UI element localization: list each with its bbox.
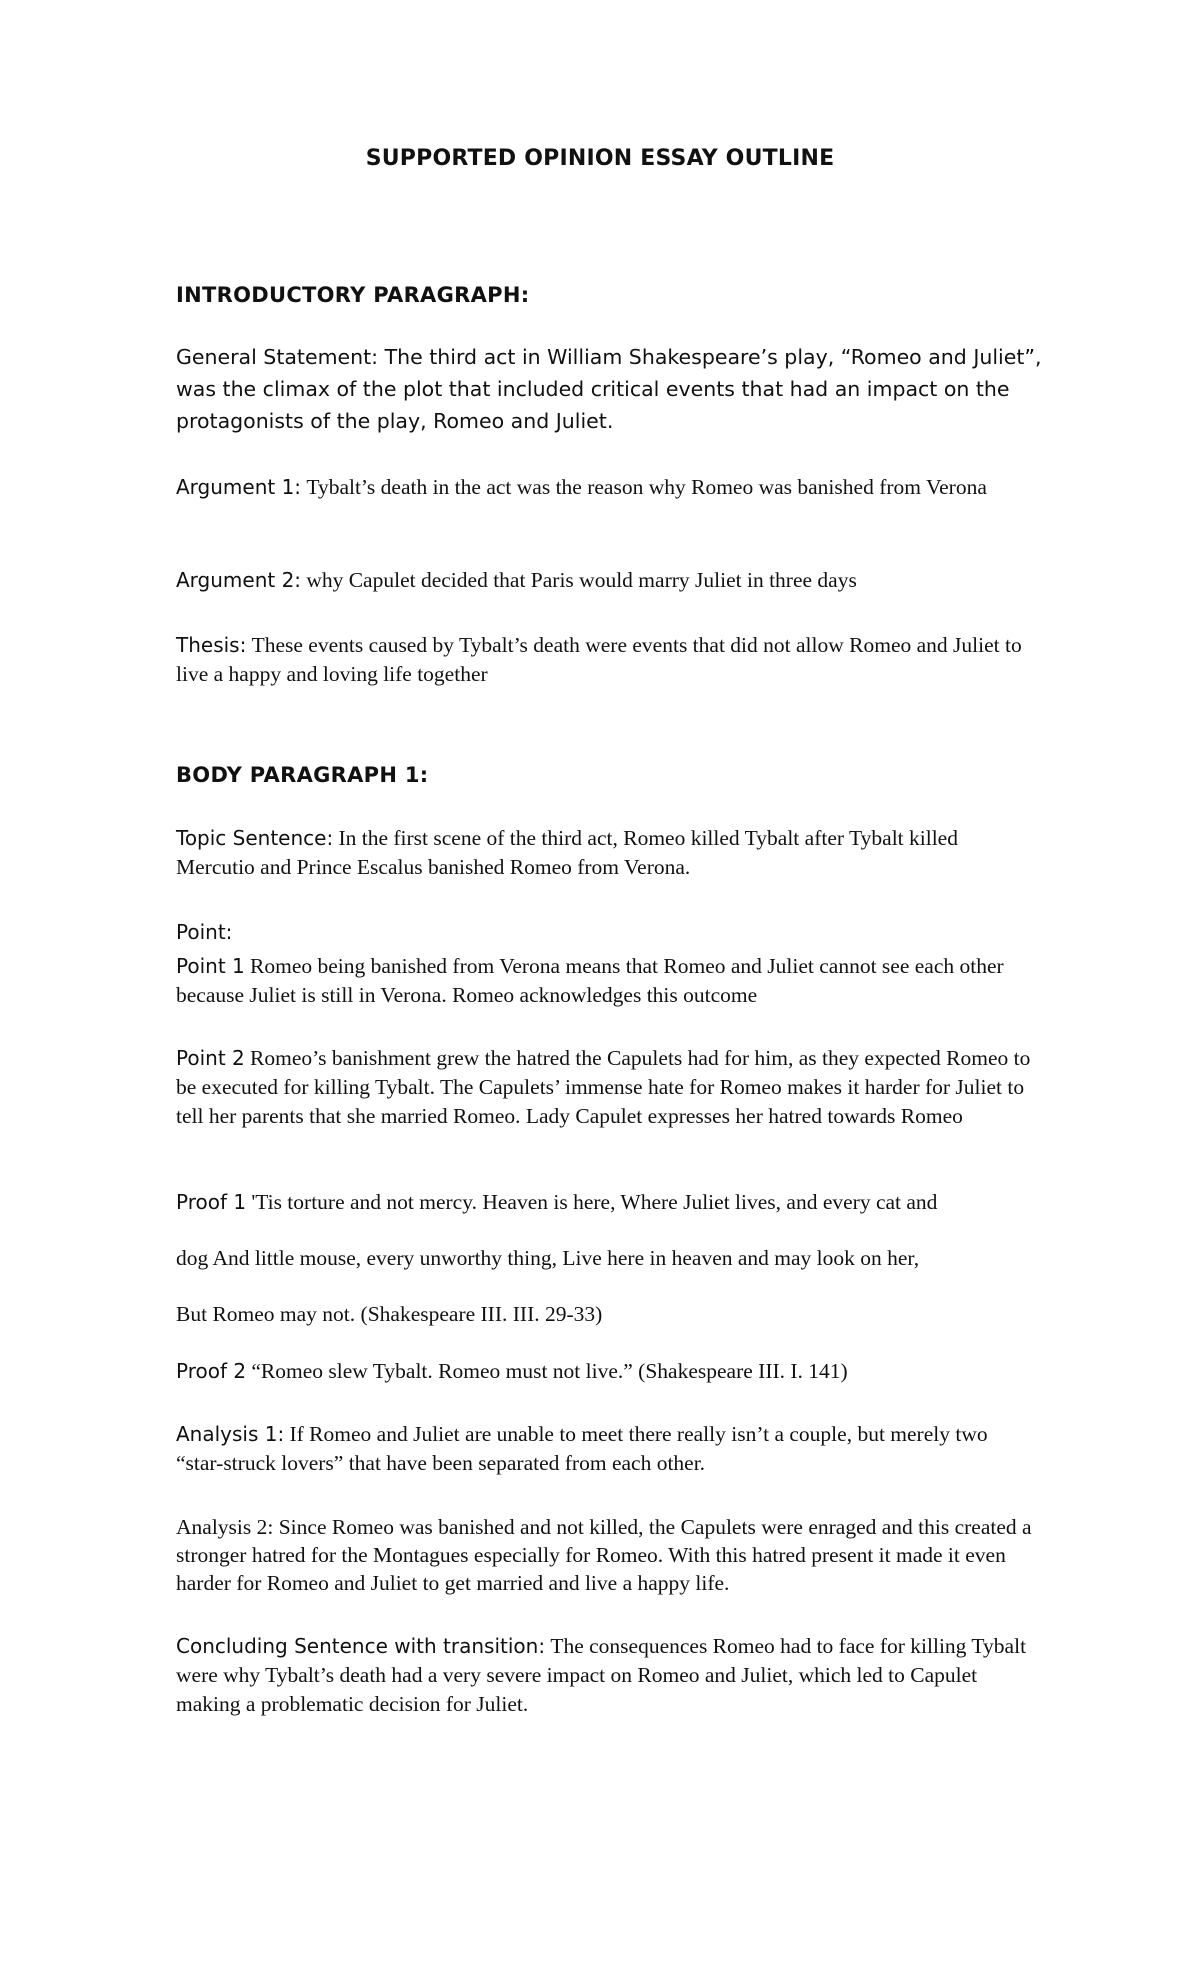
argument-1-label: Argument 1: bbox=[176, 475, 302, 499]
argument-2 bbox=[176, 566, 1036, 595]
point-2-label: Point 2 bbox=[176, 1046, 245, 1070]
thesis bbox=[176, 631, 1036, 689]
concluding-sentence-label: Concluding Sentence with transition: bbox=[176, 1634, 546, 1658]
body-paragraph-1-heading: BODY PARAGRAPH 1: bbox=[176, 763, 429, 787]
thesis-text: These events caused by Tybalt’s death were events that did not allow Romeo and Juliet to live a happy and loving life together bbox=[176, 633, 1022, 686]
proof-1-line-1 bbox=[176, 1190, 1056, 1215]
analysis-1 bbox=[176, 1420, 1036, 1478]
point-2-text: Romeo’s banishment grew the hatred the Capulets had for him, as they expected Romeo to be executed for killing Tybalt. The Capulets’ immense hate for Romeo makes it harder for Juliet to tell her parents that she married Romeo. Lady Capulet expresses her hatred towards Romeo bbox=[176, 1046, 1031, 1128]
proof-1-label: Proof 1 bbox=[176, 1190, 247, 1214]
analysis-1-label: Analysis 1: bbox=[176, 1422, 285, 1446]
proof-1-line-3: But Romeo may not. (Shakespeare III. III. 29-33) bbox=[176, 1302, 603, 1326]
proof-1-text-line-1: 'Tis torture and not mercy. Heaven is here, Where Juliet lives, and every cat and bbox=[251, 1190, 938, 1214]
proof-2 bbox=[176, 1357, 1036, 1386]
point-1-text: Romeo being banished from Verona means that Romeo and Juliet cannot see each other because Juliet is still in Verona. Romeo acknowledges this outcome bbox=[176, 954, 1004, 1007]
analysis-1-text: If Romeo and Juliet are unable to meet there really isn’t a couple, but merely two “star-struck lovers” that have been separated from each other. bbox=[176, 1422, 988, 1475]
topic-sentence-label: Topic Sentence: bbox=[176, 826, 334, 850]
proof-2-text: “Romeo slew Tybalt. Romeo must not live.” (Shakespeare III. I. 141) bbox=[251, 1359, 848, 1383]
intro-heading: INTRODUCTORY PARAGRAPH: bbox=[176, 283, 530, 307]
argument-2-text: why Capulet decided that Paris would marry Juliet in three days bbox=[306, 568, 857, 592]
analysis-2: Analysis 2: Since Romeo was banished and not killed, the Capulets were enraged and this created a stronger hatred for the Montagues especially for Romeo. With this hatred present it made it even harder for Romeo and Juliet to get married and live a happy life. bbox=[176, 1515, 1032, 1595]
topic-sentence bbox=[176, 824, 1036, 882]
argument-2-label: Argument 2: bbox=[176, 568, 302, 592]
proof-2-label: Proof 2 bbox=[176, 1359, 247, 1383]
argument-1 bbox=[176, 473, 1036, 502]
topic-sentence-text: In the first scene of the third act, Romeo killed Tybalt after Tybalt killed Mercutio and Prince Escalus banished Romeo from Verona. bbox=[176, 826, 958, 879]
point-1-label: Point 1 bbox=[176, 954, 245, 978]
proof-1-line-2: dog And little mouse, every unworthy thing, Live here in heaven and may look on her, bbox=[176, 1246, 920, 1270]
concluding-sentence-text: The consequences Romeo had to face for killing Tybalt were why Tybalt’s death had a very severe impact on Romeo and Juliet, which led to Capulet making a problematic decision for Juliet. bbox=[176, 1634, 1027, 1716]
point-2 bbox=[176, 1044, 1036, 1131]
document-title: SUPPORTED OPINION ESSAY OUTLINE bbox=[365, 146, 835, 171]
point-heading bbox=[176, 918, 1036, 947]
general-statement: General Statement: The third act in William Shakespeare’s play, “Romeo and Juliet”, was the climax of the plot that included critical events that had an impact on the protagonists of the play, Romeo and Juliet. bbox=[176, 345, 1042, 433]
point-1 bbox=[176, 952, 1036, 1010]
thesis-label: Thesis: bbox=[176, 633, 247, 657]
point-label: Point: bbox=[176, 920, 233, 944]
concluding-sentence bbox=[176, 1632, 1036, 1719]
argument-1-text: Tybalt’s death in the act was the reason why Romeo was banished from Verona bbox=[306, 475, 987, 499]
